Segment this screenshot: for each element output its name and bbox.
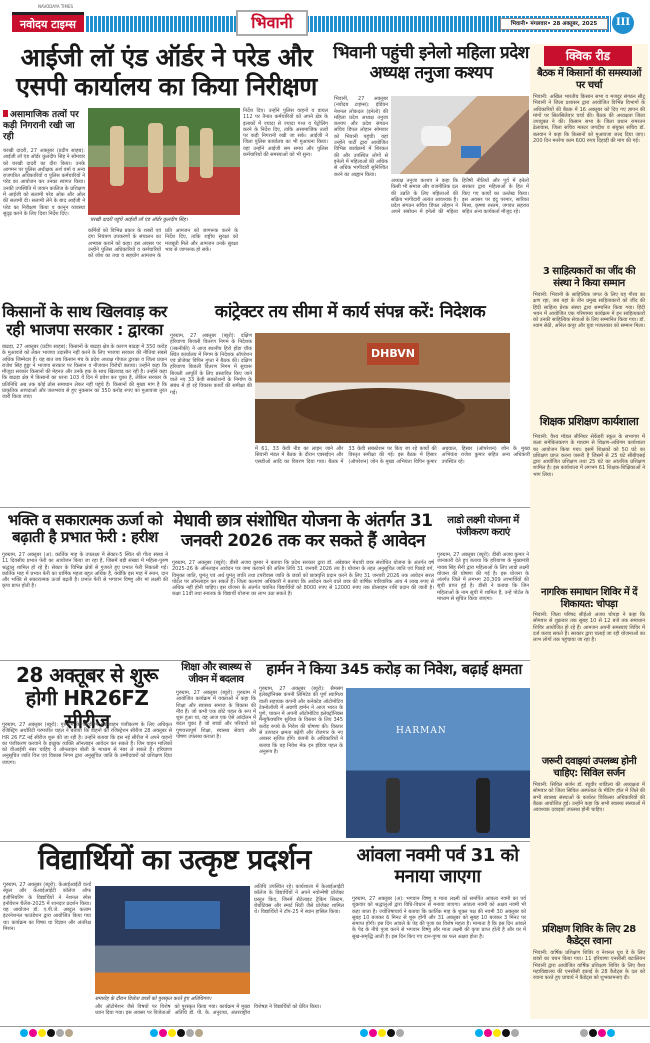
quick-item-body: भिवानी: सिविल सर्जन डॉ. रघुवीर शांडिल्य की अध्यक्षता में सोमवार को जिला सिविल अस्पताल के मीटिंग हॉल में जिले की सभी स्वास्थ्य संस्थाओं के कार्यरत चिकित्सा अधिकारियों की बैठक आयोजित हुई। उन्होंने कहा कि सभी स्वास्थ्य संस्थाओं में आवश्यक दवाइयां उपलब्ध होनी चाहिए।: [533, 782, 645, 814]
kisan-headline: किसानों के साथ खिलवाड़ कर रही भाजपा सरकार : द्वारका: [2, 302, 167, 340]
bullet-icon: [3, 110, 8, 117]
vidyarthi-body-2: और ऑटोमेशन जैसे विषयों पर विशेष ध्यान दिया गया। इस अवसर पर विजेताओं को पुरस्कृत किया गया। कार्यक्रम में मुख्य अतिथि डॉ. पी. के. अनुराधा, अंतरराष्ट्रीय विशेषज्ञ ने विद्यार्थियों को प्रेरित किया।: [95, 1004, 321, 1017]
logo: [12, 12, 84, 32]
aanwla-headline: आंवला नवमी पर्व 31 को मनाया जाएगा: [356, 845, 519, 887]
vidyarthi-headline: विद्यार्थियों का उत्कृष्ट प्रदर्शन: [38, 843, 311, 876]
logo-text: नवोदय टाइम्स: [20, 18, 76, 31]
divider: [0, 841, 530, 842]
page-number-text: III: [615, 17, 631, 28]
kisan-body: बाढड़ा, 27 अक्तूबर (प्रदीप साहब): किसानों के बाढड़ा क्षेत्र के कारण बाढड़ा में 350 करोड़ के मुआवजे को लेकर भाजपा उदासीन नहीं करने के लिए भाजपा सरकार की नीतियां सबसे अधिक जिम्मेदार हैं। यह बात जय किसान मंच के प्रदेश अध्यक्ष गोपाल द्वारका व जिला प्रधान राजेश सिंह हुड्डा ने भाजपा सरकार पर किसान व नौजवान विरोधी बताया। उन्होंने कहा कि मौजूदा सरकार किसानों की मेहनत और उनके हक के साथ खिलवाड़ कर रही है। उन्होंने कहा कि बाढड़ा क्षेत्र में किसानों का धरना 103 वें दिन में प्रवेश कर चुका है, लेकिन सरकार के प्रतिनिधि अब तक कोई ठोस समाधान लेकर नहीं पहुंचे हैं। किसानों की मुख्य मांग है कि प्राकृतिक आपदाओं और जलभराव से हुए नुकसान का 350 करोड़ रुपए का मुआवजा तुरंत जारी किया जाए।: [2, 344, 167, 401]
quick-read-title-text: क्विक रीड: [565, 49, 611, 63]
quick-item-headline: नागरिक समाधान शिविर में दें शिकायत: चोपड़ा: [540, 587, 638, 610]
lead-subhead: [3, 110, 85, 143]
harman-sign: HARMAN: [396, 726, 447, 736]
page-number: [612, 12, 634, 34]
divider: [0, 660, 530, 661]
divider: [0, 507, 530, 508]
subhead-text: असामाजिक तत्वों पर कड़ी निगरानी रखी जा रही: [3, 110, 79, 142]
quick-item-headline: 3 साहित्यकारों का जींद की संस्था ने किया सम्मान: [542, 266, 636, 289]
vidyarthi-photo: [95, 886, 250, 994]
date-text: भिवानी• मंगलवार• 28 अक्तूबर, 2025: [510, 21, 598, 27]
shiksha-body: गुरुग्राम, 27 अक्तूबर (ब्यूरो): गुरुग्राम में आयोजित कार्यक्रम में वक्ताओं ने कहा कि शिक्षा और स्वास्थ्य समाज के विकास की नींव हैं। जो कभी एक छोटे पहल के रूप में शुरू हुआ था, वह आज एक ऐसे आंदोलन में बदल चुका है जो बच्चों और परिवारों को गुणवत्तापूर्ण शिक्षा, स्वास्थ्य सेवाएं और पोषण उपलब्ध कराता है।: [176, 690, 256, 741]
quick-item-headline: जरूरी दवाइयां उपलब्ध होनी चाहिए: सिविल सर्जन: [541, 756, 637, 779]
inelo-headline: भिवानी पहुंची इनेलो महिला प्रदेश अध्यक्ष तनुजा कश्यप: [333, 43, 529, 83]
bhakti-headline: भक्ति व सकारात्मक ऊर्जा को बढ़ाती है प्रभात फेरी : हरीश: [7, 511, 163, 547]
contractor-body-2: में 61, 33 केवी नीड का लाइन जाने और सिवानी मंडल में बैठक के दौरान एक्सईएन और एसडीओ आदि का विवरण दिया गया। बैठक में 33 केवी सबस्टेशन पर किए जा रहे कार्यों की विस्तृत समीक्षा की गई। इस बैठक में हिसार (ऑपरेशन) जोन के मुख्य अभियंता विपिन कुमार अग्रवाल, हिसार (ऑपरेशन) जोन के मुख्य अभियंता राजेश कुमार सहित अन्य अधिकारी उपस्थित रहे।: [255, 446, 530, 465]
harman-body: गुरुग्राम, 27 अक्तूबर (ब्यूरो): सैमसंग इलेक्ट्रॉनिक्स कंपनी लिमिटेड की पूर्ण स्वामित्व वाली सहायक कंपनी और कनेक्टेड ऑटोमोटिव टेक्नोलॉजी में अग्रणी हार्मन ने आज भारत के पुणे, चाकन में अपनी ऑटोमोटिव इलेक्ट्रॉनिक्स मैन्युफैक्चरिंग सुविधा के विस्तार के लिए 345 करोड़ रुपये के निवेश की घोषणा की। विस्तार से उत्पादन क्षमता बढ़ेगी और रोजगार के नए अवसर सृजित होंगे। कंपनी के अधिकारियों ने बताया कि यह निवेश मेक इन इंडिया पहल के अनुरूप है।: [259, 686, 343, 755]
contractor-headline: कांट्रेक्टर तय सीमा में कार्य संपन्न करें: निदेशक: [214, 302, 486, 322]
quick-item-body: भिवानी: अखिल भारतीय किसान सभा व मजदूर संगठन सीटू भिवानी ने जिला प्रशासन द्वारा आयोजित विभिन्न विभागों के अधिकारियों की बैठक में 16 अक्तूबर को दिए गए ज्ञापन की मांगों पर सिलसिलेवार चर्चा की। बैठक की अध्यक्षता जिला उपायुक्त ने की। किसान सभा के जिला प्रधान रामरतन ढेलावास, जिला सचिव मास्टर जगदीश व संयुक्त सचिव डॉ. बलवान ने कहा कि किसानों को मुआवजा जल्द दिया जाए। 200 दिन मनरेगा काम 600 रुपए दिहाड़ी की मांग की गई।: [533, 94, 645, 145]
hr26-body: गुरुग्राम, 27 अक्तूबर (ब्यूरो): गुरुग्राम के एसडीएम एवं वाहन पंजीकरण के लिए अधिकृत रजिस्ट्रिंग अथॉरिटी परमजीत चहल ने बताया कि वाहनों की रजिस्ट्रेशन सीरीज 28 अक्तूबर से HR 26 FZ नई सीरीज शुरू की जा रही है। उन्होंने बताया कि इस नई सीरीज में अपने वाहनों का पंजीकरण करवाने के इच्छुक व्यक्ति ऑनलाइन आवेदन कर सकते हैं। जिन वाहन मालिकों को वीआईपी नंबर चाहिए वे ऑनलाइन बोली के माध्यम से नंबर ले सकते हैं। हरियाणा अनुसूचित जाति वित्त एवं विकास निगम द्वारा अनुसूचित जाति के उम्मीदवारों को प्रशिक्षण दिया जाएगा।: [2, 722, 172, 766]
vidyarthi-body-1: गुरुग्राम, 27 अक्तूबर (ब्यूरो): केआईआईटी वर्ल्ड स्कूल और केआईआईटी कॉलेज ऑफ इंजीनियरिंग के विद्यार्थियों ने नेशनल स्पेस इनोवेशन चैलेंज-2025 में शानदार प्रदर्शन किया। यह आयोजन डॉ. ए.पी.जे. अब्दुल कलाम इंटरनेशनल फाउंडेशन द्वारा आयोजित किया गया था। कार्यक्रम का विषय था विज्ञान और अंतरिक्ष मिशन।: [3, 882, 91, 933]
harman-headline: हार्मन ने किया 345 करोड़ का निवेश, बढ़ाई क्षमता: [266, 662, 522, 678]
dhbvn-sign: DHBVN: [367, 343, 419, 365]
masthead: [0, 0, 650, 40]
quick-item-headline: शिक्षक प्रशिक्षण कार्यशाला: [539, 415, 639, 428]
lead-headline: आईजी लॉ एंड ऑर्डर ने परेड और एसपी कार्यालय का किया निरीक्षण: [16, 43, 317, 101]
quick-read-panel: [530, 44, 648, 1019]
inelo-body-2: अध्यक्ष तनुजा कश्यप ने कहा कि किसी भी समाज और राजनीतिक दल की उन्नति के लिए महिलाओं की सक्रिय भागीदारी अत्यंत आवश्यक है। प्रदेश संगठन सचिव डिंपल लोहान ने अपने संबोधन में इनेलो की महिला हितैषी नीतियों और पूर्व में इनेलो सरकार द्वारा महिलाओं के हित में किए गए कार्यों का उल्लेख किया। इस अवसर पर इंदु परमार, सारिका मिश्रा, कृष्णा रुस्तम, जगवंत सहराय सहित अन्य कार्यकर्ता मौजूद रहे।: [391, 178, 529, 216]
lead-photo: [88, 108, 240, 215]
vidyarthi-caption: समारोह के दौरान विजेता छात्रों को पुरस्कृत करते हुए अतिथिगण।: [95, 996, 212, 1002]
section-tab: [236, 10, 308, 36]
quick-item-headline: प्रशिक्षण शिविर के लिए 28 कैडेट्स रवाना: [542, 924, 636, 947]
quick-read-title: [544, 46, 632, 66]
quick-item-body: भिवानी: भिवानी के साहित्यिक जगत के लिए यह गौरव का क्षण रहा, जब यहां के तीन प्रमुख साहित्यकारों को जींद की हिंदी साहित्य प्रेरक संस्था द्वारा सम्मानित किया गया। हिंदी भवन में आयोजित एक गरिमामय कार्यक्रम में इन साहित्यकारों को उनकी साहित्यिक सेवाओं के लिए सम्मानित किया गया। डॉ. श्याम सेठी, अनिल कपूर और युवा गजलकार को सम्मान मिला।: [533, 292, 645, 330]
ladli-body: गुरुग्राम, 27 अक्तूबर (ब्यूरो): डीसी अजय कुमार ने जानकारी देते हुए बताया कि हरियाणा के मुख्यमंत्री नायब सिंह सैनी द्वारा महिलाओं के लिए लाडो लक्ष्मी योजना की घोषणा की गई है। इस योजना के अंतर्गत जिले में लगभग 20,309 लाभार्थियों की सूची प्राप्त हुई है। डीसी ने बताया कि जिन महिलाओं के नाम सूची में शामिल हैं, उन्हें पोर्टल के माध्यम से सूचित किया जाएगा।: [437, 552, 529, 603]
medhavi-headline: मेधावी छात्र संशोधित योजना के अंतर्गत 31 जनवरी 2026 तक कर सकते हैं आवेदन: [173, 511, 433, 551]
lead-caption: चरखी दादरी पहुंचे आईजी लॉ एंड ऑर्डर कुलदीप सिंह।: [90, 217, 188, 223]
medhavi-body: गुरुग्राम, 27 अक्तूबर (ब्यूरो): डीसी अजय कुमार ने बताया कि प्रदेश सरकार द्वारा डॉ. अंबेडकर मेधावी छात्र संशोधित योजना के अंतर्गत वर्ष 2025-26 के ऑनलाइन आवेदन पत्र जमा करवाने की अंतिम तिथि 31 जनवरी 2026 तय है। योजना के तहत अनुसूचित जाति एवं पिछड़े वर्ग, विमुक्त जाति, घुमंतू एवं अर्ध घुमंतू जाति तथा टपरीवास जाति के छात्रों को छात्रवृत्ति प्रदान करने के लिए 31 जनवरी 2026 तक आवेदन सरल पोर्टल पर ऑनलाइन कर सकते हैं। जिला कल्याण अधिकारी ने बताया कि आवेदन करने वाले छात्र की वार्षिक पारिवारिक आय 4 लाख रुपए से अधिक नहीं होनी चाहिए। इस योजना के अंतर्गत चयनित विद्यार्थियों को 8000 रुपए से 12000 रुपए तक प्रोत्साहन राशि प्रदान की जाती है। कक्षा 11वीं तथा स्नातक के विद्यार्थी योजना का लाभ उठा सकते हैं।: [172, 560, 434, 598]
quick-item-body: भिवानी: वार्षिक प्रशिक्षण शिविर व नेशनल यूथ डे के लिए छात्रों का चयन किया गया। 11 हरियाणा एनसीसी बटालियन भिवानी द्वारा आयोजित वार्षिक प्रशिक्षण शिविर के लिए वैश्य महाविद्यालय की एनसीसी इकाई के 28 कैडेट्स के दल को रवाना करते हुए प्राचार्य ने कैडेट्स को शुभकामनाएं दी।: [533, 950, 645, 982]
aanwla-body: गुरुग्राम, 27 अक्तूबर (अ): भगवान विष्णु व माता लक्ष्मी को समर्पित आंवला नवमी का पर्व शुक्रवार को श्रद्धालुओं द्वारा विधि-विधान से मनाया जाएगा। आंवला नवमी को अक्षय नवमी भी कहा जाता है। ज्योतिषाचार्य ने बताया कि कार्तिक माह के शुक्ल पक्ष की नवमी 30 अक्तूबर को सुबह 10 बजकर 6 मिनट से शुरू होगी और 31 अक्तूबर को सुबह 10 बजकर 3 मिनट पर समाप्त होगी। इस दिन आंवले के पेड़ की पूजा का विशेष महत्व है। मान्यता है कि इस दिन आंवले के पेड़ के नीचे पूजा करने से भगवान विष्णु और माता लक्ष्मी की कृपा प्राप्त होती है और घर में सुख-समृद्धि आती है। इस दिन किए गए दान-पुण्य का फल अक्षय होता है।: [352, 896, 526, 940]
lead-body-2: कर्मियों को विभिन्न प्रकार के शस्त्रों एवं दंगा नियंत्रण उपकरणों के संचालन का अभ्यास कराने को कहा। इस अवसर पर उन्होंने पुलिस अधिकारियों व कर्मचारियों को जोश का तथा व सहयोग आमजन के प्रति आमजन को जागरूक करने के निर्देश दिए, ताकि राष्ट्रीय सुरक्षा को मजबूती मिले और आमजन उनके सुरक्षा भाव से जागरूक हो सकें।: [88, 228, 238, 260]
contractor-photo: [255, 333, 510, 443]
tagline: NAVODAYA TIMES: [38, 4, 74, 9]
hr26-headline: 28 अक्तूबर से शुरू होगी HR26FZ सीरीज: [16, 663, 158, 733]
ladli-headline: लाडो लक्ष्मी योजना में पंजीकरण कराएं: [447, 515, 519, 538]
quick-item-headline: बैठक में किसानों की समस्याओं पर चर्चा: [537, 68, 641, 91]
inelo-body-1: भिवानी, 27 अक्तूबर (नवोदय टाइम्स): इंडियन नेशनल लोकदल (इनेलो) की महिला प्रदेश अध्यक्ष तनुजा कश्यप और प्रदेश संगठन सचिव डिंपल लोहान सोमवार को भिवानी पहुंचीं। यहां उन्होंने पार्टी द्वारा आयोजित विभिन्न कार्यक्रमों में शिरकत की और उपस्थित लोगों से इनेलो में महिलाओं की अधिक से अधिक भागीदारी सुनिश्चित करने का आह्वान किया।: [334, 96, 388, 178]
shiksha-headline: शिक्षा और स्वास्थ्य से जीवन में बदलाव: [181, 662, 251, 685]
quick-item-body: भिवानी: जिला परिषद सीईओ अजय चोपड़ा ने कहा कि सोमवार से शुक्रवार तक सुबह 10 से 12 बजे तक समाधान शिविर आयोजित हो रहे हैं। आमजन अपनी समस्याएं शिविर में दर्ज करवा सकते हैं। सरकार द्वारा चलाई जा रही योजनाओं का लाभ लोगों तक पहुंचाया जा रहा है।: [533, 612, 645, 644]
vidyarthi-body-3: अतिथि उपस्थित रहे। कार्यशाला में केआईआईटी कॉलेज के विद्यार्थियों ने अपने नवोन्मेषी प्रोजेक्ट प्रस्तुत किए, जिनमें सैटेलाइट ट्रैकिंग सिस्टम, रोबोटिक्स और स्मार्ट सिटी जैसे प्रोजेक्ट शामिल थे। विद्यार्थियों ने टॉप-25 में स्थान हासिल किया।: [254, 884, 344, 916]
registration-marks: [0, 1022, 650, 1034]
inelo-photo: [391, 96, 529, 174]
lead-body-3: निर्देश दिए। उन्होंने पुलिस वाहनों व डायल 112 पर तैनात कर्मचारियों को अपने क्षेत्र के इलाकों में ज्यादा से ज्यादा गश्त व पेट्रोलिंग करने के निर्देश दिए, ताकि असामाजिक तत्वों पर कड़ी निगरानी रखी जा सके। आईजी ने जिला पुलिस कार्यालय का भी मुआयना किया। वहां उन्होंने आईजी सम समय और पुलिस कर्मचारियों की समस्याओं को भी सुना।: [243, 108, 328, 159]
contractor-body-1: गुरुग्राम, 27 अक्तूबर (ब्यूरो): दक्षिण हरियाणा बिजली वितरण निगम के निदेशक (तकनीकी) ने आज स्थानीय हिरो होंडा चौक स्थित कार्यालय में निगम के निदेशक ऑपरेशन एवं प्रोजेक्ट विपिन गुप्ता ने बैठक की। दक्षिण हरियाणा बिजली वितरण निगम में सुचारू बिजली आपूर्ति के लिए प्रस्तावित किए जाने वाले नए 33 केवी सबस्टेशनों के निर्माण के संबंध में हो रहे विकास कार्यों की समीक्षा की गई।: [170, 333, 252, 396]
harman-photo: [346, 688, 530, 838]
section-name: भिवानी: [251, 13, 293, 32]
bhakti-body: गुरुग्राम, 27 अक्तूबर (अ): कार्तिक माह के उपलक्ष्य में सेक्टर-5 स्थित श्री गीता संस्था ने 11 दिवसीय प्रभात फेरी का आयोजन किया जा रहा है, जिसमें बड़ी संख्या में महिला-पुरुष श्रद्धालु शामिल हो रहे हैं। सेक्टर के विभिन्न क्षेत्रों से गुजरते हुए प्रभात फेरी निकाली गई। कार्तिक माह में प्रभात फेरी का धार्मिक महत्व बहुत अधिक है, क्योंकि इस माह में स्नान, दान और भक्ति से सकारात्मक ऊर्जा बढ़ती है। प्रभात फेरी से भगवान विष्णु और मां लक्ष्मी की कृपा प्राप्त होती है।: [2, 552, 168, 590]
quick-item-body: भिवानी: वैश्य मॉडल सीनियर सेकेंडरी स्कूल के सभागार में कला समेकितकरण के माध्यम से शिक्षण-अधिगम कार्यशाला का आयोजन किया गया। इसमें शिक्षकों को 50 घंटे का प्रशिक्षण प्राप्त करना जरूरी है जिसमें से 25 घंटे सीबीएसई द्वारा आयोजित प्रशिक्षण तथा 25 घंटे का आंतरिक प्रशिक्षण शामिल है। इस कार्यशाला में लगभग 61 शिक्षक-शिक्षिकाओं ने भाग लिया।: [533, 434, 645, 478]
lead-body-1: चरखी दादरी, 27 अक्तूबर (प्रदीप साहब): आईजी लॉ एंड ऑर्डर कुलदीप सिंह ने सोमवार को चरखी दादरी का दौरा किया। उनके आगमन पर पुलिस अधीक्षक अर्श वर्मा व अन्य राजपत्रित अधिकारियों व पुलिस कर्मचारियों ने परेड का आयोजन कर उनका स्वागत किया। उनकी उपस्थिति में जवान कालिज के प्रशिक्षण में आईजी को सलामी परेड ओक और ओल की सलामी दी। सलामी लेने के बाद आईजी ने परेड का निरीक्षण किया व कानून व्यवस्था सुदृढ़ करने के लिए दिशा निर्देश दिए।: [3, 148, 85, 217]
date-line: [500, 18, 608, 30]
